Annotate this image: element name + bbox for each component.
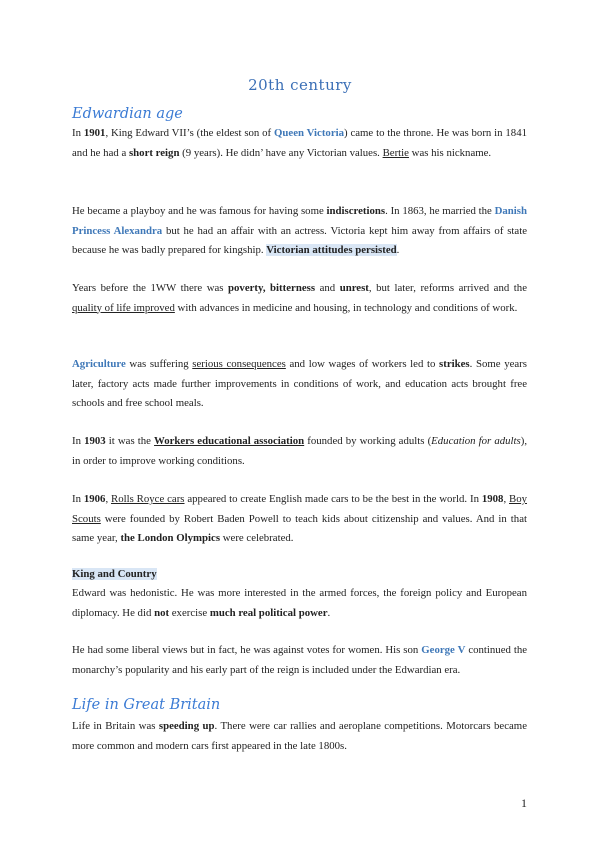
bold-text: strikes [439, 358, 470, 370]
text: with advances in medicine and housing, in technology and conditions of work. [174, 301, 518, 314]
paragraph-4 [72, 355, 527, 414]
paragraph-5 [72, 432, 527, 471]
underlined-text: Bertie [382, 146, 409, 159]
text: In [72, 493, 84, 505]
text: . In 1863, he married the [385, 205, 495, 217]
underlined-text: serious consequences [192, 358, 286, 370]
text: He had some liberal views but in fact, he was against votes for women. His son [72, 644, 422, 656]
text: were founded by Robert Baden Powell to teach kids about citizenship and values. And in that same year, [72, 512, 527, 544]
bold-text: unrest [339, 282, 369, 294]
text: . [327, 606, 331, 619]
text: , King Edward VII’s (the eldest son of [105, 127, 274, 139]
paragraph-2 [72, 202, 527, 261]
bold-text: much real political power [209, 606, 328, 619]
section-heading-life-in-great-britain: Life in Great Britain [72, 697, 221, 713]
page-number: 1 [521, 796, 527, 810]
text: . There were car rallies and aeroplane competitions. Motorcars became more common and modern cars first appeared in the late 1800s. [72, 720, 527, 752]
paragraph-8 [72, 641, 527, 680]
text: exercise [169, 606, 210, 619]
link-danish-princess-alexandra[interactable]: Danish Princess Alexandra [72, 205, 527, 237]
text: Edward was hedonistic. He was more interested in the armed forces, the foreign policy and European diplomacy. He did [72, 587, 527, 619]
underlined-text: quality of life improved [72, 301, 175, 314]
text: In [72, 127, 84, 139]
text: appeared to create English made cars to be the best in the world. In [184, 493, 482, 505]
underlined-text: Rolls Royce cars [111, 493, 185, 505]
bold-text: speeding up [158, 720, 215, 732]
link-agriculture[interactable]: Agriculture [72, 358, 126, 370]
text: , [503, 493, 509, 505]
text: and [315, 282, 340, 294]
page-title: 20th century [248, 76, 352, 94]
bold-text: not [154, 606, 170, 619]
paragraph-6 [72, 490, 527, 549]
italic-text: Education for adults [431, 435, 521, 447]
highlighted-text: Victorian attitudes persisted [266, 244, 397, 256]
paragraph-1 [72, 124, 527, 163]
text: were celebrated. [220, 532, 294, 544]
bold-text: indiscretions [326, 205, 386, 217]
underlined-text: Boy Scouts [72, 493, 527, 525]
text: , but later, reforms arrived and the [368, 282, 527, 294]
text: and low wages of workers led to [285, 358, 440, 370]
paragraph-7 [72, 584, 527, 623]
text: it was the [105, 435, 155, 447]
bold-underlined-text: Workers educational association [154, 435, 305, 447]
subheading-king-and-country [72, 565, 527, 585]
link-queen-victoria[interactable]: Queen Victoria [274, 127, 345, 139]
text: . Some years later, factory acts made further improvements in conditions of work, and education acts brought free schools and free school meals. [72, 358, 527, 409]
bold-text: poverty, bitterness [228, 282, 316, 294]
text: ), in order to improve working conditions. [72, 435, 528, 467]
text: founded by working adults ( [304, 435, 432, 447]
text: (9 years). He didn’ have any Victorian values. [179, 146, 383, 159]
text: but he had an affair with an actress. Victoria kept him away from affairs of state because he was badly prepared for kingship. [72, 224, 527, 256]
paragraph-3 [72, 279, 527, 318]
text: Years before the 1WW there was [72, 282, 229, 294]
text: . [396, 244, 400, 256]
bold-text: 1906 [83, 493, 106, 505]
bold-text: the London Olympics [120, 532, 221, 544]
text: was suffering [125, 358, 193, 370]
link-george-v[interactable]: George V [421, 644, 466, 656]
text: In [72, 435, 85, 447]
bold-text: short reign [128, 146, 180, 159]
text: He became a playboy and he was famous for having some [72, 205, 327, 217]
text: Life in Britain was [72, 720, 159, 732]
section-heading-edwardian-age: Edwardian age [72, 106, 183, 122]
bold-text: 1901 [83, 127, 106, 139]
bold-text: 1903 [84, 435, 106, 447]
bold-text: 1908 [481, 493, 504, 505]
highlighted-subheading: King and Country [72, 568, 157, 580]
text: was his nickname. [408, 146, 492, 159]
paragraph-9 [72, 717, 527, 756]
text: , [105, 493, 112, 505]
text: continued the monarchy’s popularity and his early part of the reign is included under the Edwardian era. [72, 644, 528, 676]
text: ) came to the throne. He was born in 1841 and he had a [72, 127, 527, 159]
